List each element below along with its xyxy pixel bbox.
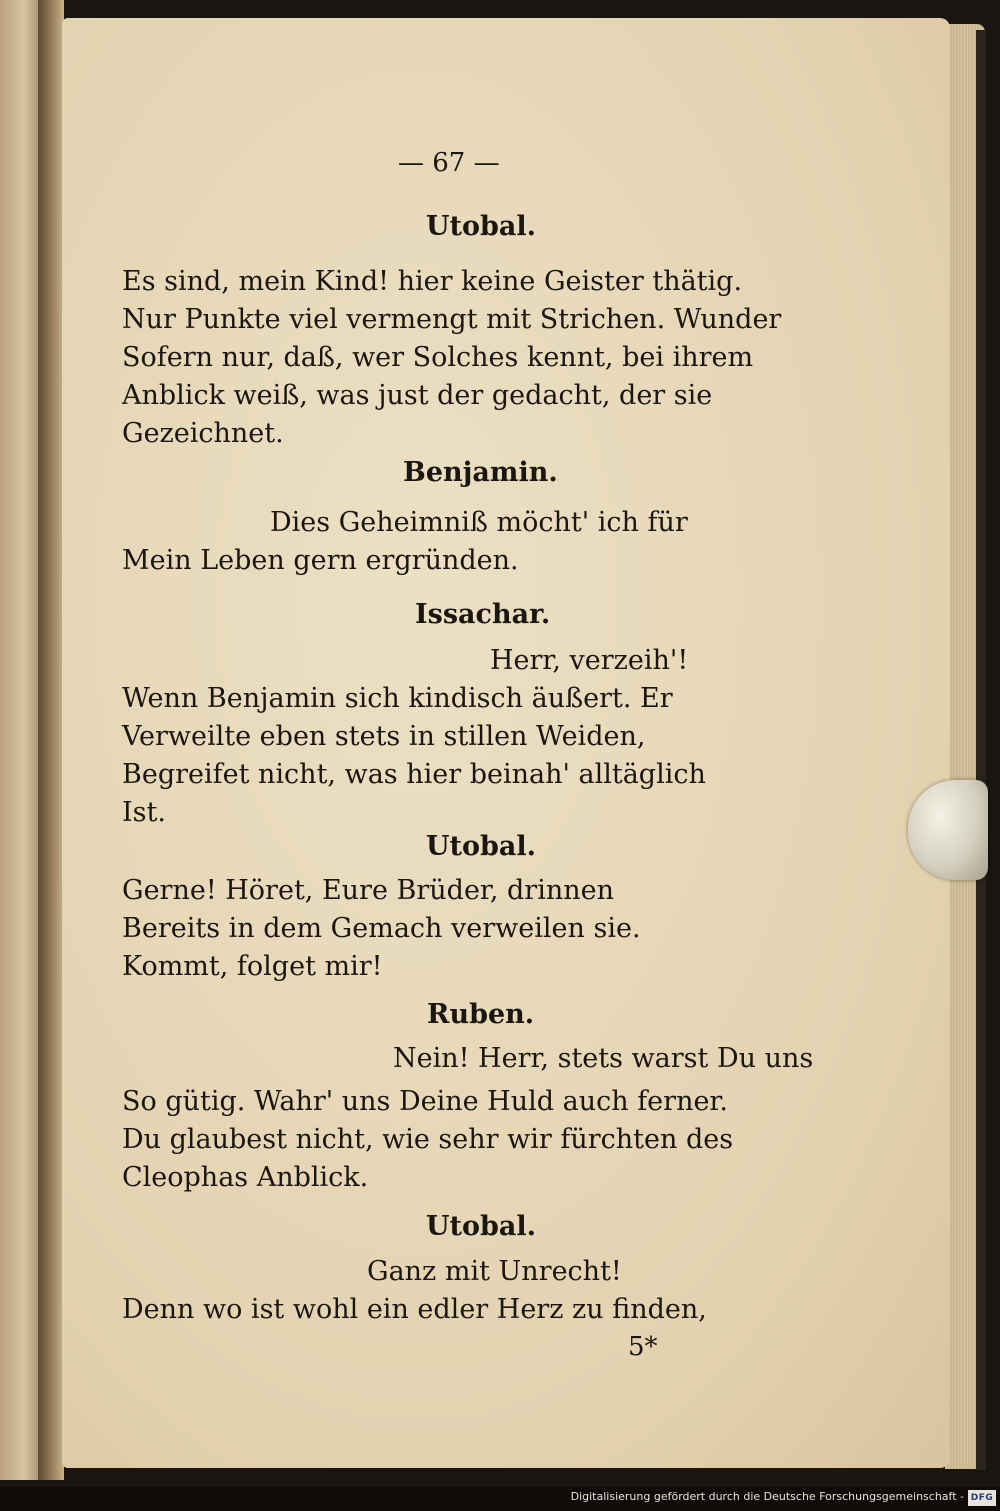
verse-line: Nein! Herr, stets warst Du uns [393,1043,814,1074]
verse-line: Verweilte eben stets in stillen Weiden, [122,721,646,752]
verse-line: Dies Geheimniß möcht' ich für [270,507,688,538]
verse-line: Sofern nur, daß, wer Solches kennt, bei ihrem [122,342,754,373]
verse-line: Denn wo ist wohl ein edler Herz zu finden, [122,1294,707,1325]
verse-line: Mein Leben gern ergründen. [122,545,519,576]
speaker-name: Utobal. [426,831,537,862]
previous-page-edge [0,0,40,1480]
speaker-name: Utobal. [426,211,537,242]
verse-line: So gütig. Wahr' uns Deine Huld auch ferner. [122,1086,728,1117]
dfg-logo: DFG [968,1490,996,1506]
speaker-name: Ruben. [427,999,535,1030]
speaker-name: Utobal. [426,1211,537,1242]
footer-bar [0,1487,1000,1511]
verse-line: Cleophas Anblick. [122,1162,369,1193]
book-cover-edge [976,30,986,1470]
verse-line: Gezeichnet. [122,418,284,449]
verse-line: Anblick weiß, was just der gedacht, der sie [122,380,713,411]
speaker-name: Issachar. [415,599,551,630]
verse-line: Gerne! Höret, Eure Brüder, drinnen [122,875,614,906]
footer-credit: Digitalisierung gefördert durch die Deutsche Forschungsgemeinschaft - [570,1490,964,1503]
verse-line: Begreifet nicht, was hier beinah' alltäglich [122,759,706,790]
verse-line: Ist. [122,797,166,828]
verse-line: Es sind, mein Kind! hier keine Geister thätig. [122,266,743,297]
verse-line: Ganz mit Unrecht! [367,1256,622,1287]
verse-line: Herr, verzeih'! [490,645,689,676]
verse-line: Bereits in dem Gemach verweilen sie. [122,913,641,944]
verse-line: Wenn Benjamin sich kindisch äußert. Er [122,683,673,714]
verse-line: Kommt, folget mir! [122,951,383,982]
book-gutter [38,0,64,1480]
verse-line: Nur Punkte viel vermengt mit Strichen. Wunder [122,304,782,335]
speaker-name: Benjamin. [403,457,558,488]
page-number: — 67 — [398,148,500,178]
verse-line: Du glaubest nicht, wie sehr wir fürchten des [122,1124,734,1155]
signature-mark: 5* [628,1332,658,1362]
